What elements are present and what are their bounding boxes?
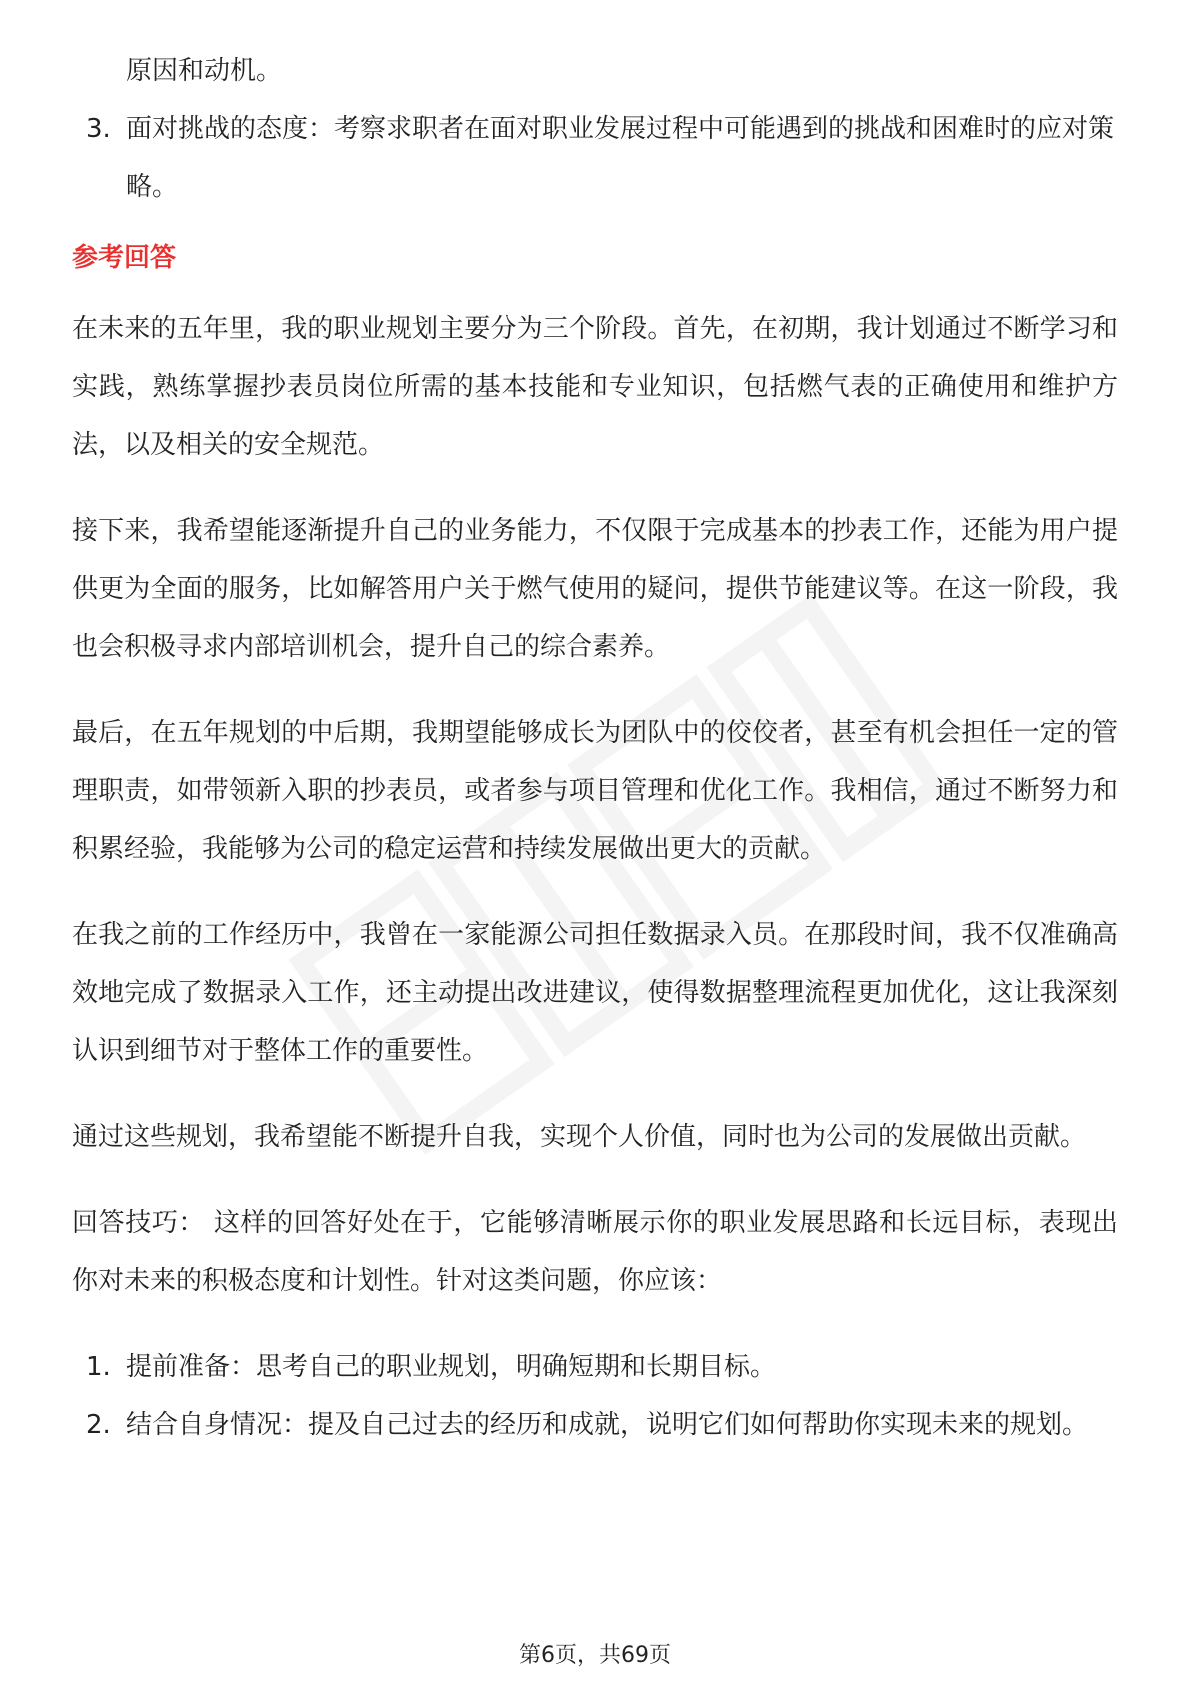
tips-list [72,1338,1118,1454]
reference-answer-heading: 参考回答 [72,243,177,273]
tips-item [72,1338,1118,1396]
question-point-item [72,100,1118,216]
list-text: 结合自身情况：提及自己过去的经历和成就，说明它们如何帮助你实现未来的规划。 [126,1410,1089,1440]
answer-paragraph: 在未来的五年里，我的职业规划主要分为三个阶段。首先，在初期，我计划通过不断学习和实践，熟练掌握抄表员岗位所需的基本技能和专业知识，包括燃气表的正确使用和维护方法，以及相关的安全规范。 [72,314,1118,460]
list-number: 2. [86,1410,111,1440]
answer-paragraph: 通过这些规划，我希望能不断提升自我，实现个人价值，同时也为公司的发展做出贡献。 [72,1122,1087,1152]
tips-intro: 回答技巧： 这样的回答好处在于，它能够清晰展示你的职业发展思路和长远目标，表现出你对未来的积极态度和计划性。针对这类问题，你应该： [72,1208,1118,1296]
list-number: 1. [86,1352,111,1382]
list-text: 面对挑战的态度：考察求职者在面对职业发展过程中可能遇到的挑战和困难时的应对策略。 [126,114,1115,202]
page-footer: 第6页，共69页 [519,1643,671,1668]
list-text: 提前准备：思考自己的职业规划，明确短期和长期目标。 [126,1352,777,1382]
continuation-text: 原因和动机。 [126,56,283,86]
answer-paragraph: 接下来，我希望能逐渐提升自己的业务能力，不仅限于完成基本的抄表工作，还能为用户提供更为全面的服务，比如解答用户关于燃气使用的疑问，提供节能建议等。在这一阶段，我也会积极寻求内部培训机会，提升自己的综合素养。 [72,516,1118,662]
answer-paragraph: 最后，在五年规划的中后期，我期望能够成长为团队中的佼佼者，甚至有机会担任一定的管理职责，如带领新入职的抄表员，或者参与项目管理和优化工作。我相信，通过不断努力和积累经验，我能够为公司的稳定运营和持续发展做出更大的贡献。 [72,718,1118,864]
content-area [72,42,1118,1454]
answer-paragraph: 在我之前的工作经历中，我曾在一家能源公司担任数据录入员。在那段时间，我不仅准确高效地完成了数据录入工作，还主动提出改进建议，使得数据整理流程更加优化，这让我深刻认识到细节对于整体工作的重要性。 [72,920,1118,1066]
list-number: 3. [86,114,111,144]
tips-item [72,1396,1118,1454]
